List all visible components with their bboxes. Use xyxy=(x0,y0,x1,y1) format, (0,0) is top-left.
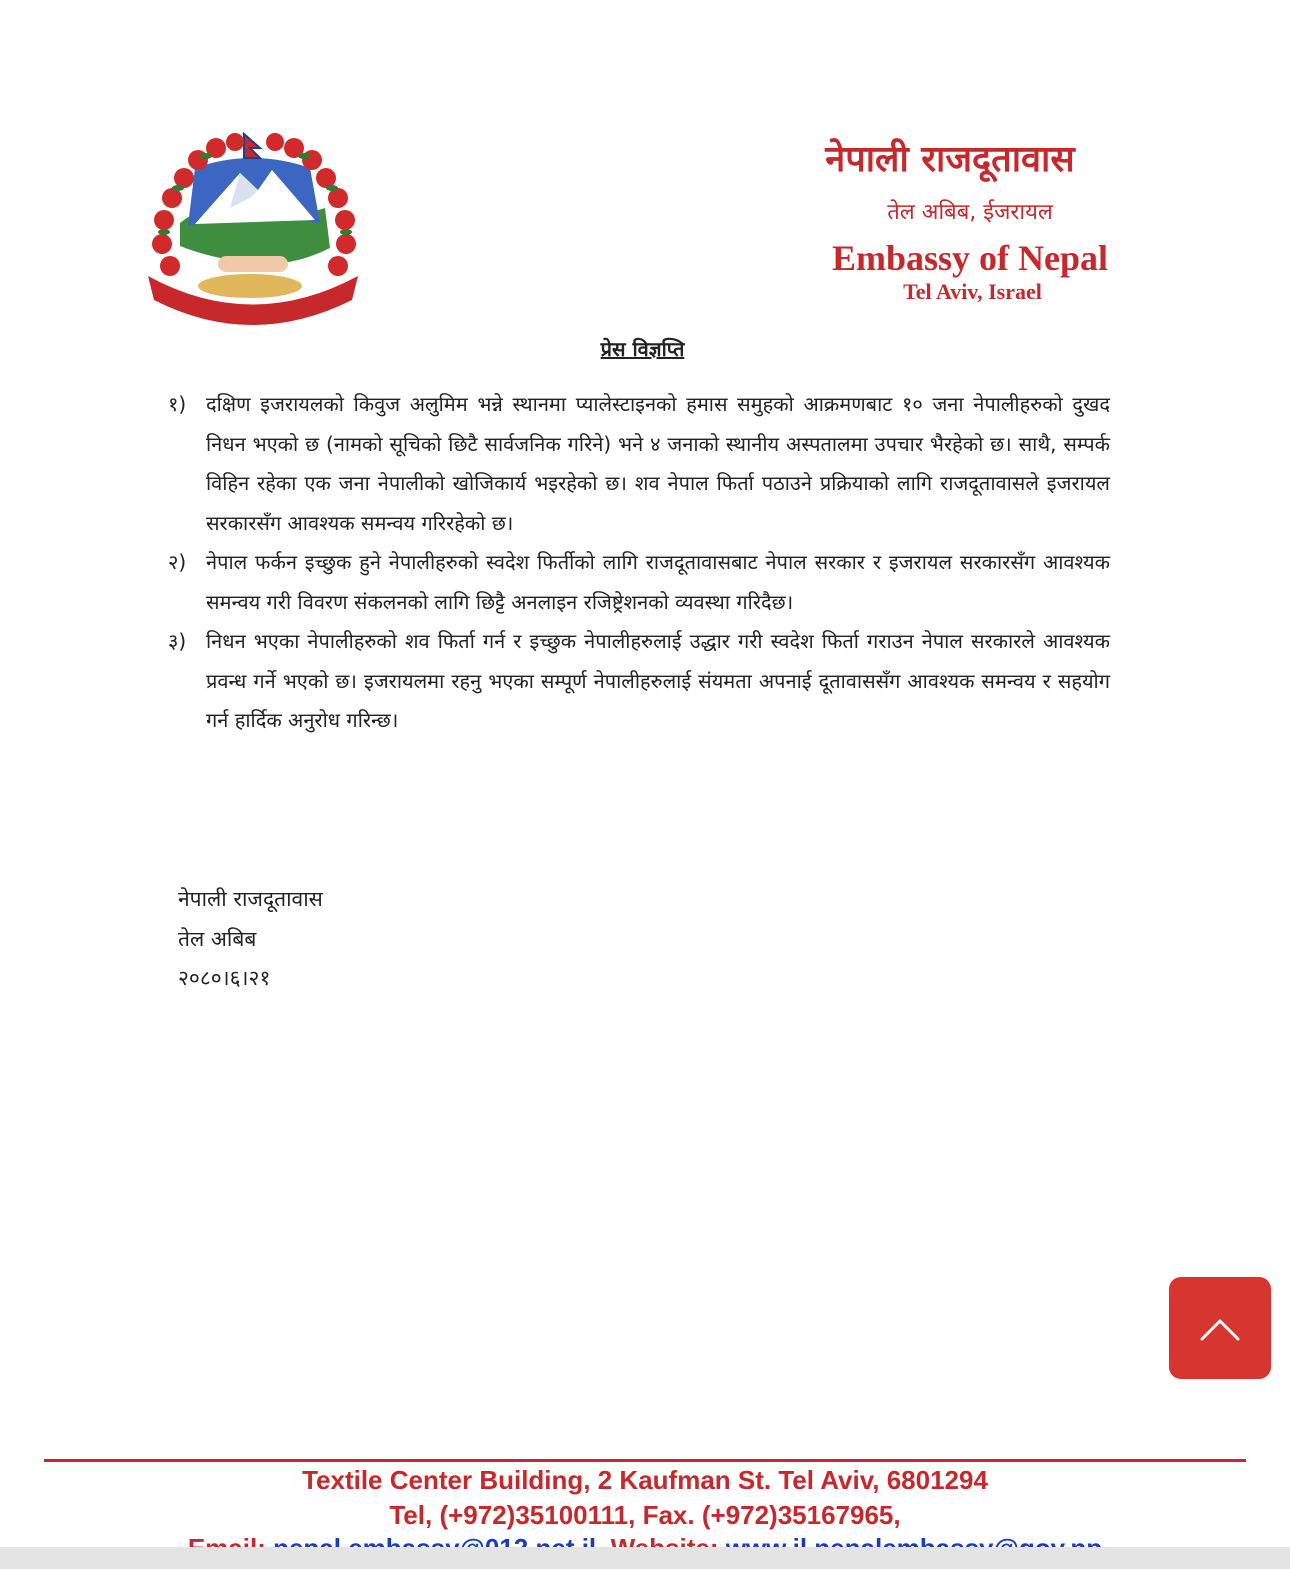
embassy-location-nepali: तेल अबिब, ईजरायल xyxy=(887,200,1053,225)
press-item-text: दक्षिण इजरायलको किवुज अलुमिम भन्ने स्थानमा प्यालेस्टाइनको हमास समुहको आक्रमणबाट १० जना नेपालीहरुको दुखद निधन भएको छ (नामको सूचिको छिटै सार्वजनिक गरिने) भने ४ जनाको स्थानीय अस्पतालमा उपचार भैरहेको छ। साथै, सम्पर्क विहिन रहेका एक जना नेपालीको खोजिकार्य भइरहेको छ। शव नेपाल फिर्ता पठाउने प्रक्रियाको लागि राजदूतावासले इजरायल सरकारसँग आवश्यक समन्वय गरिरहेको छ। xyxy=(206,392,1110,535)
chevron-up-icon xyxy=(1169,1277,1271,1379)
press-release-items xyxy=(168,385,1110,741)
footer-address: Textile Center Building, 2 Kaufman St. Tel Aviv, 6801294 xyxy=(302,1465,988,1495)
signature-city: तेल अबिब xyxy=(178,926,257,951)
footer-divider xyxy=(44,1459,1246,1462)
nepal-emblem xyxy=(140,128,365,326)
signature-org: नेपाली राजदूतावास xyxy=(178,887,323,911)
scroll-to-top-button[interactable] xyxy=(1169,1277,1271,1379)
signature-block xyxy=(178,880,323,999)
footer-phone: Tel, (+972)35100111, Fax. (+972)35167965, xyxy=(389,1500,901,1530)
press-item-number: २) xyxy=(168,550,187,574)
press-item xyxy=(168,385,1110,543)
press-item xyxy=(168,622,1110,741)
press-release-title: प्रेस विज्ञप्ति xyxy=(600,337,685,361)
press-item-text: निधन भएका नेपालीहरुको शव फिर्ता गर्न र इच्छुक नेपालीहरुलाई उद्धार गरी स्वदेश फिर्ता गराउन नेपाल सरकारले आवश्यक प्रवन्ध गर्ने भएको छ। इजरायलमा रहनु भएका सम्पूर्ण नेपालीहरुलाई संयमता अपनाई दूतावाससँग आवश्यक समन्वय र सहयोग गर्न हार्दिक अनुरोध गरिन्छ। xyxy=(206,629,1110,732)
press-item-text: नेपाल फर्कन इच्छुक हुने नेपालीहरुको स्वदेश फिर्तीको लागि राजदूतावासबाट नेपाल सरकार र इजरायल सरकारसँग आवश्यक समन्वय गरी विवरण संकलनको लागि छिट्टै अनलाइन रजिष्ट्रेशनको व्यवस्था गरिदैछ। xyxy=(206,550,1110,614)
embassy-location-english: Tel Aviv, Israel xyxy=(903,279,1042,304)
embassy-title-english: Embassy of Nepal xyxy=(831,238,1109,278)
emblem-graphic xyxy=(140,128,365,326)
press-item-number: ३) xyxy=(168,629,187,653)
embassy-title-nepali: नेपाली राजदूतावास xyxy=(825,139,1075,180)
press-item xyxy=(168,543,1110,622)
bottom-toolbar xyxy=(0,1547,1290,1569)
press-item-number: १) xyxy=(168,392,187,416)
signature-date: २०८०।६।२१ xyxy=(178,966,271,990)
